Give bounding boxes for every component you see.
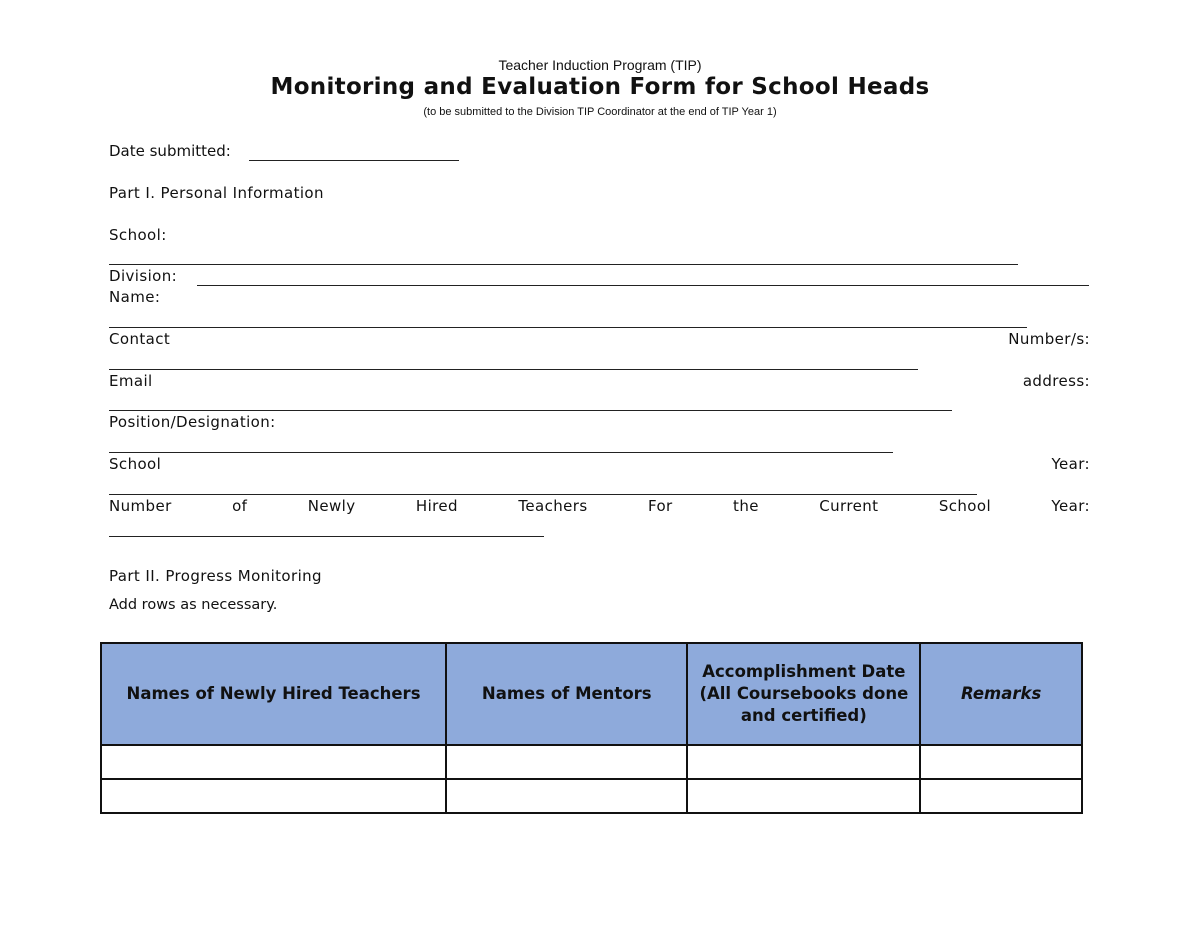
table-cell[interactable] (101, 779, 446, 813)
part2-heading: Part II. Progress Monitoring (109, 567, 322, 585)
school-label: School: (109, 226, 167, 244)
position-field[interactable] (109, 452, 893, 453)
table-row (101, 779, 1082, 813)
newly-hired-label-word: of (232, 497, 248, 515)
division-label: Division: (109, 267, 178, 285)
part1-heading: Part I. Personal Information (109, 184, 324, 202)
newly-hired-label-word: Teachers (518, 497, 588, 515)
school-year-label-word: Year: (1051, 455, 1090, 473)
form-subtitle: (to be submitted to the Division TIP Coordinator at the end of TIP Year 1) (423, 106, 777, 118)
name-label: Name: (109, 288, 161, 306)
newly-hired-label-word: For (647, 497, 673, 515)
email-label-word: address: (1022, 372, 1090, 390)
program-name: Teacher Induction Program (TIP) (498, 57, 702, 73)
newly-hired-label-word: School (938, 497, 992, 515)
table-cell[interactable] (446, 745, 687, 779)
position-label: Position/Designation: (109, 413, 276, 431)
progress-table (100, 642, 1083, 814)
school-year-field[interactable] (109, 494, 977, 495)
table-cell[interactable] (920, 779, 1082, 813)
table-cell[interactable] (687, 779, 920, 813)
email-field[interactable] (109, 410, 952, 411)
newly-hired-label-word: Hired (415, 497, 458, 515)
newly-hired-field[interactable] (109, 536, 544, 537)
school-year-label-row (109, 455, 1090, 473)
newly-hired-label-word: Number (109, 497, 172, 515)
school-year-label-word: School (109, 455, 162, 473)
date-submitted-field[interactable] (249, 160, 459, 161)
email-label-word: Email (109, 372, 153, 390)
header-remarks: Remarks (920, 643, 1082, 745)
date-submitted-label: Date submitted: (109, 142, 231, 160)
newly-hired-label-word: the (733, 497, 759, 515)
header-newly-hired-teachers: Names of Newly Hired Teachers (101, 643, 446, 745)
newly-hired-label-word: Current (819, 497, 879, 515)
contact-field[interactable] (109, 369, 918, 370)
table-row (101, 745, 1082, 779)
table-header-row (101, 643, 1082, 745)
table-cell[interactable] (101, 745, 446, 779)
school-field[interactable] (109, 264, 1018, 265)
form-title: Monitoring and Evaluation Form for School Heads (270, 74, 930, 100)
contact-label-word: Number/s: (1008, 330, 1090, 348)
contact-label-word: Contact (109, 330, 171, 348)
add-rows-note: Add rows as necessary. (109, 597, 278, 613)
division-field[interactable] (197, 285, 1089, 286)
contact-label-row (109, 330, 1090, 348)
table-cell[interactable] (687, 745, 920, 779)
newly-hired-label-row (109, 497, 1090, 515)
newly-hired-label-word: Newly (307, 497, 356, 515)
table-cell[interactable] (920, 745, 1082, 779)
name-field[interactable] (109, 327, 1027, 328)
header-mentors: Names of Mentors (446, 643, 687, 745)
newly-hired-label-word: Year: (1051, 497, 1090, 515)
header-accomplishment-date: Accomplishment Date (All Coursebooks done and certified) (687, 643, 920, 745)
email-label-row (109, 372, 1090, 390)
table-cell[interactable] (446, 779, 687, 813)
